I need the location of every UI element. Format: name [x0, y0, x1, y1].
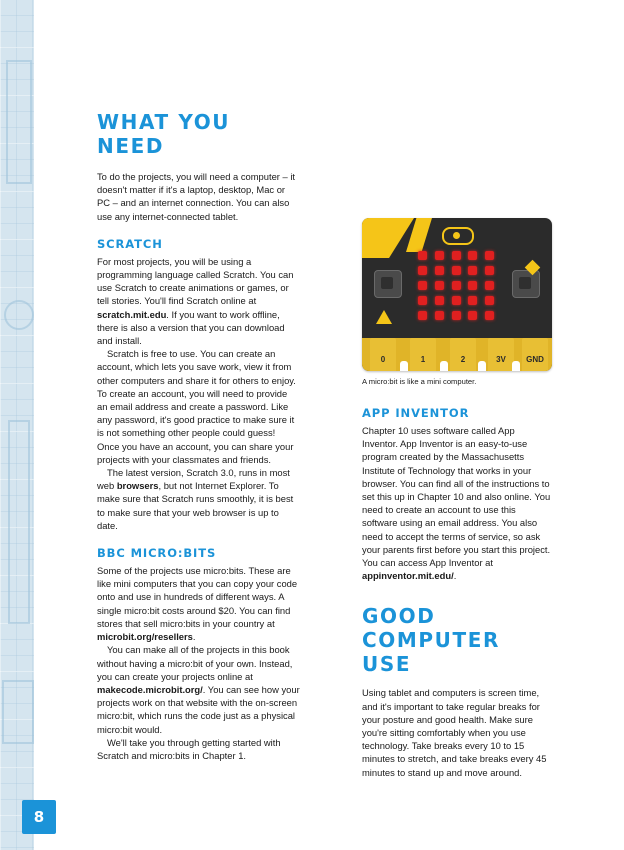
microbit-warning-triangle-icon	[376, 310, 392, 324]
app-inventor-paragraph	[362, 424, 552, 582]
scratch-p1-text-a: For most projects, you will be using a programming language called Scratch. You can use Scratch to create animations or games, or tell stories. You'll find Scratch online at	[97, 255, 294, 307]
scratch-p3-text-a: The latest version, Scratch 3.0, runs in most web	[97, 467, 290, 492]
scratch-p1-text-b: . If you want to work offline, there is also a version that you can download and install.	[97, 308, 285, 347]
microbit-board-graphic	[362, 218, 552, 371]
page-sheet	[34, 0, 624, 850]
microbit-pad-2: 2	[450, 338, 476, 371]
microbits-p2-text-a: You can make all of the projects in this book without having a micro:bit of your own. Instead, you can create your projects online at	[97, 644, 293, 682]
page-number: 8	[22, 800, 56, 834]
image-caption: A micro:bit is like a mini computer.	[362, 377, 477, 386]
microbit-logo-shape	[362, 218, 414, 258]
microbit-pin-pads	[362, 338, 552, 371]
app-inventor-link: appinventor.mit.edu/	[362, 570, 454, 582]
microbit-button-a-icon	[374, 270, 402, 298]
page-title: WHAT YOU NEED	[97, 110, 231, 158]
scratch-paragraph-1	[97, 255, 300, 347]
microbit-illustration	[362, 218, 552, 386]
scratch-p3-bold: browsers	[116, 480, 159, 492]
microbits-heading: BBC MICRO:BITS	[97, 546, 217, 561]
right-column	[362, 110, 552, 779]
microbits-p1-text-b: .	[192, 631, 196, 643]
microbits-paragraph-3: We'll take you through getting started with Scratch and micro:bits in Chapter 1.	[97, 736, 281, 761]
app-inventor-heading: APP INVENTOR	[362, 406, 470, 420]
microbit-led-matrix	[418, 251, 496, 320]
scratch-heading: SCRATCH	[97, 236, 163, 251]
scratch-p3-text-b: , but not Internet Explorer. To make sure that Scratch runs smoothly, it is best to make sure that your web browser is up to date.	[97, 480, 294, 531]
left-column	[97, 110, 300, 762]
intro-paragraph: To do the projects, you will need a computer – it doesn't matter if it's a laptop, desktop, Mac or PC – and an internet connection. You can also use any internet-connected tablet.	[97, 171, 296, 222]
good-computer-use-heading: GOOD COMPUTER USE	[362, 604, 500, 677]
scratch-paragraph-2: Scratch is free to use. You can create an account, which lets you save work, view it from other computers and share it for others to enjoy. To create an account, you will need to provide an email address and create a password. Like any password, it's good practice to make sure it is not something other people could guess! Once you have an account, you can share your projects with your classmates and friends.	[97, 348, 296, 465]
microbits-resellers-link: microbit.org/resellers	[97, 631, 193, 643]
good-computer-use-paragraph: Using tablet and computers is screen time, and it's important to take regular breaks for your posture and good health. Make sure you're sitting comfortably when you use technology. Take breaks every 10 to 15 minutes to stretch, and take breaks every 45 minutes to stand up and move around.	[362, 687, 547, 778]
app-inventor-text-a: Chapter 10 uses software called App Inventor. App Inventor is an easy-to-use program created by the Massachusetts Institute of Technology that works in your browser. You can find all of the instructions to set this up in Chapter 10 and also online. You need to create an account to use this software using an email address. You also need to accept the terms of service, so ask your parents first before you start this project. You can access App Inventor at	[362, 425, 551, 569]
app-inventor-text-b: .	[453, 570, 457, 582]
microbit-pad-0: 0	[370, 338, 396, 371]
microbit-reset-button-icon	[442, 227, 474, 245]
microbit-button-b-icon	[512, 270, 540, 298]
scratch-link: scratch.mit.edu	[97, 308, 167, 320]
makecode-link: makecode.microbit.org/	[97, 683, 203, 695]
microbits-p2-text-b: . You can see how your projects work on that website with the on-screen micro:bit, which runs the code just as a physical micro:bit would.	[97, 683, 300, 735]
microbits-p1-text-a: Some of the projects use micro:bits. These are like mini computers that you can copy your code onto and use in hundreds of different ways. A single micro:bit costs around $20. You can find stores that sell micro:bits in your country at	[97, 565, 298, 629]
microbits-paragraph-1	[97, 564, 300, 643]
microbit-pad-3v: 3V	[488, 338, 514, 371]
microbit-pad-gnd: GND	[522, 338, 548, 371]
microbit-pad-1: 1	[410, 338, 436, 371]
microbits-paragraph-2	[97, 643, 300, 735]
scratch-paragraph-3	[97, 466, 300, 532]
